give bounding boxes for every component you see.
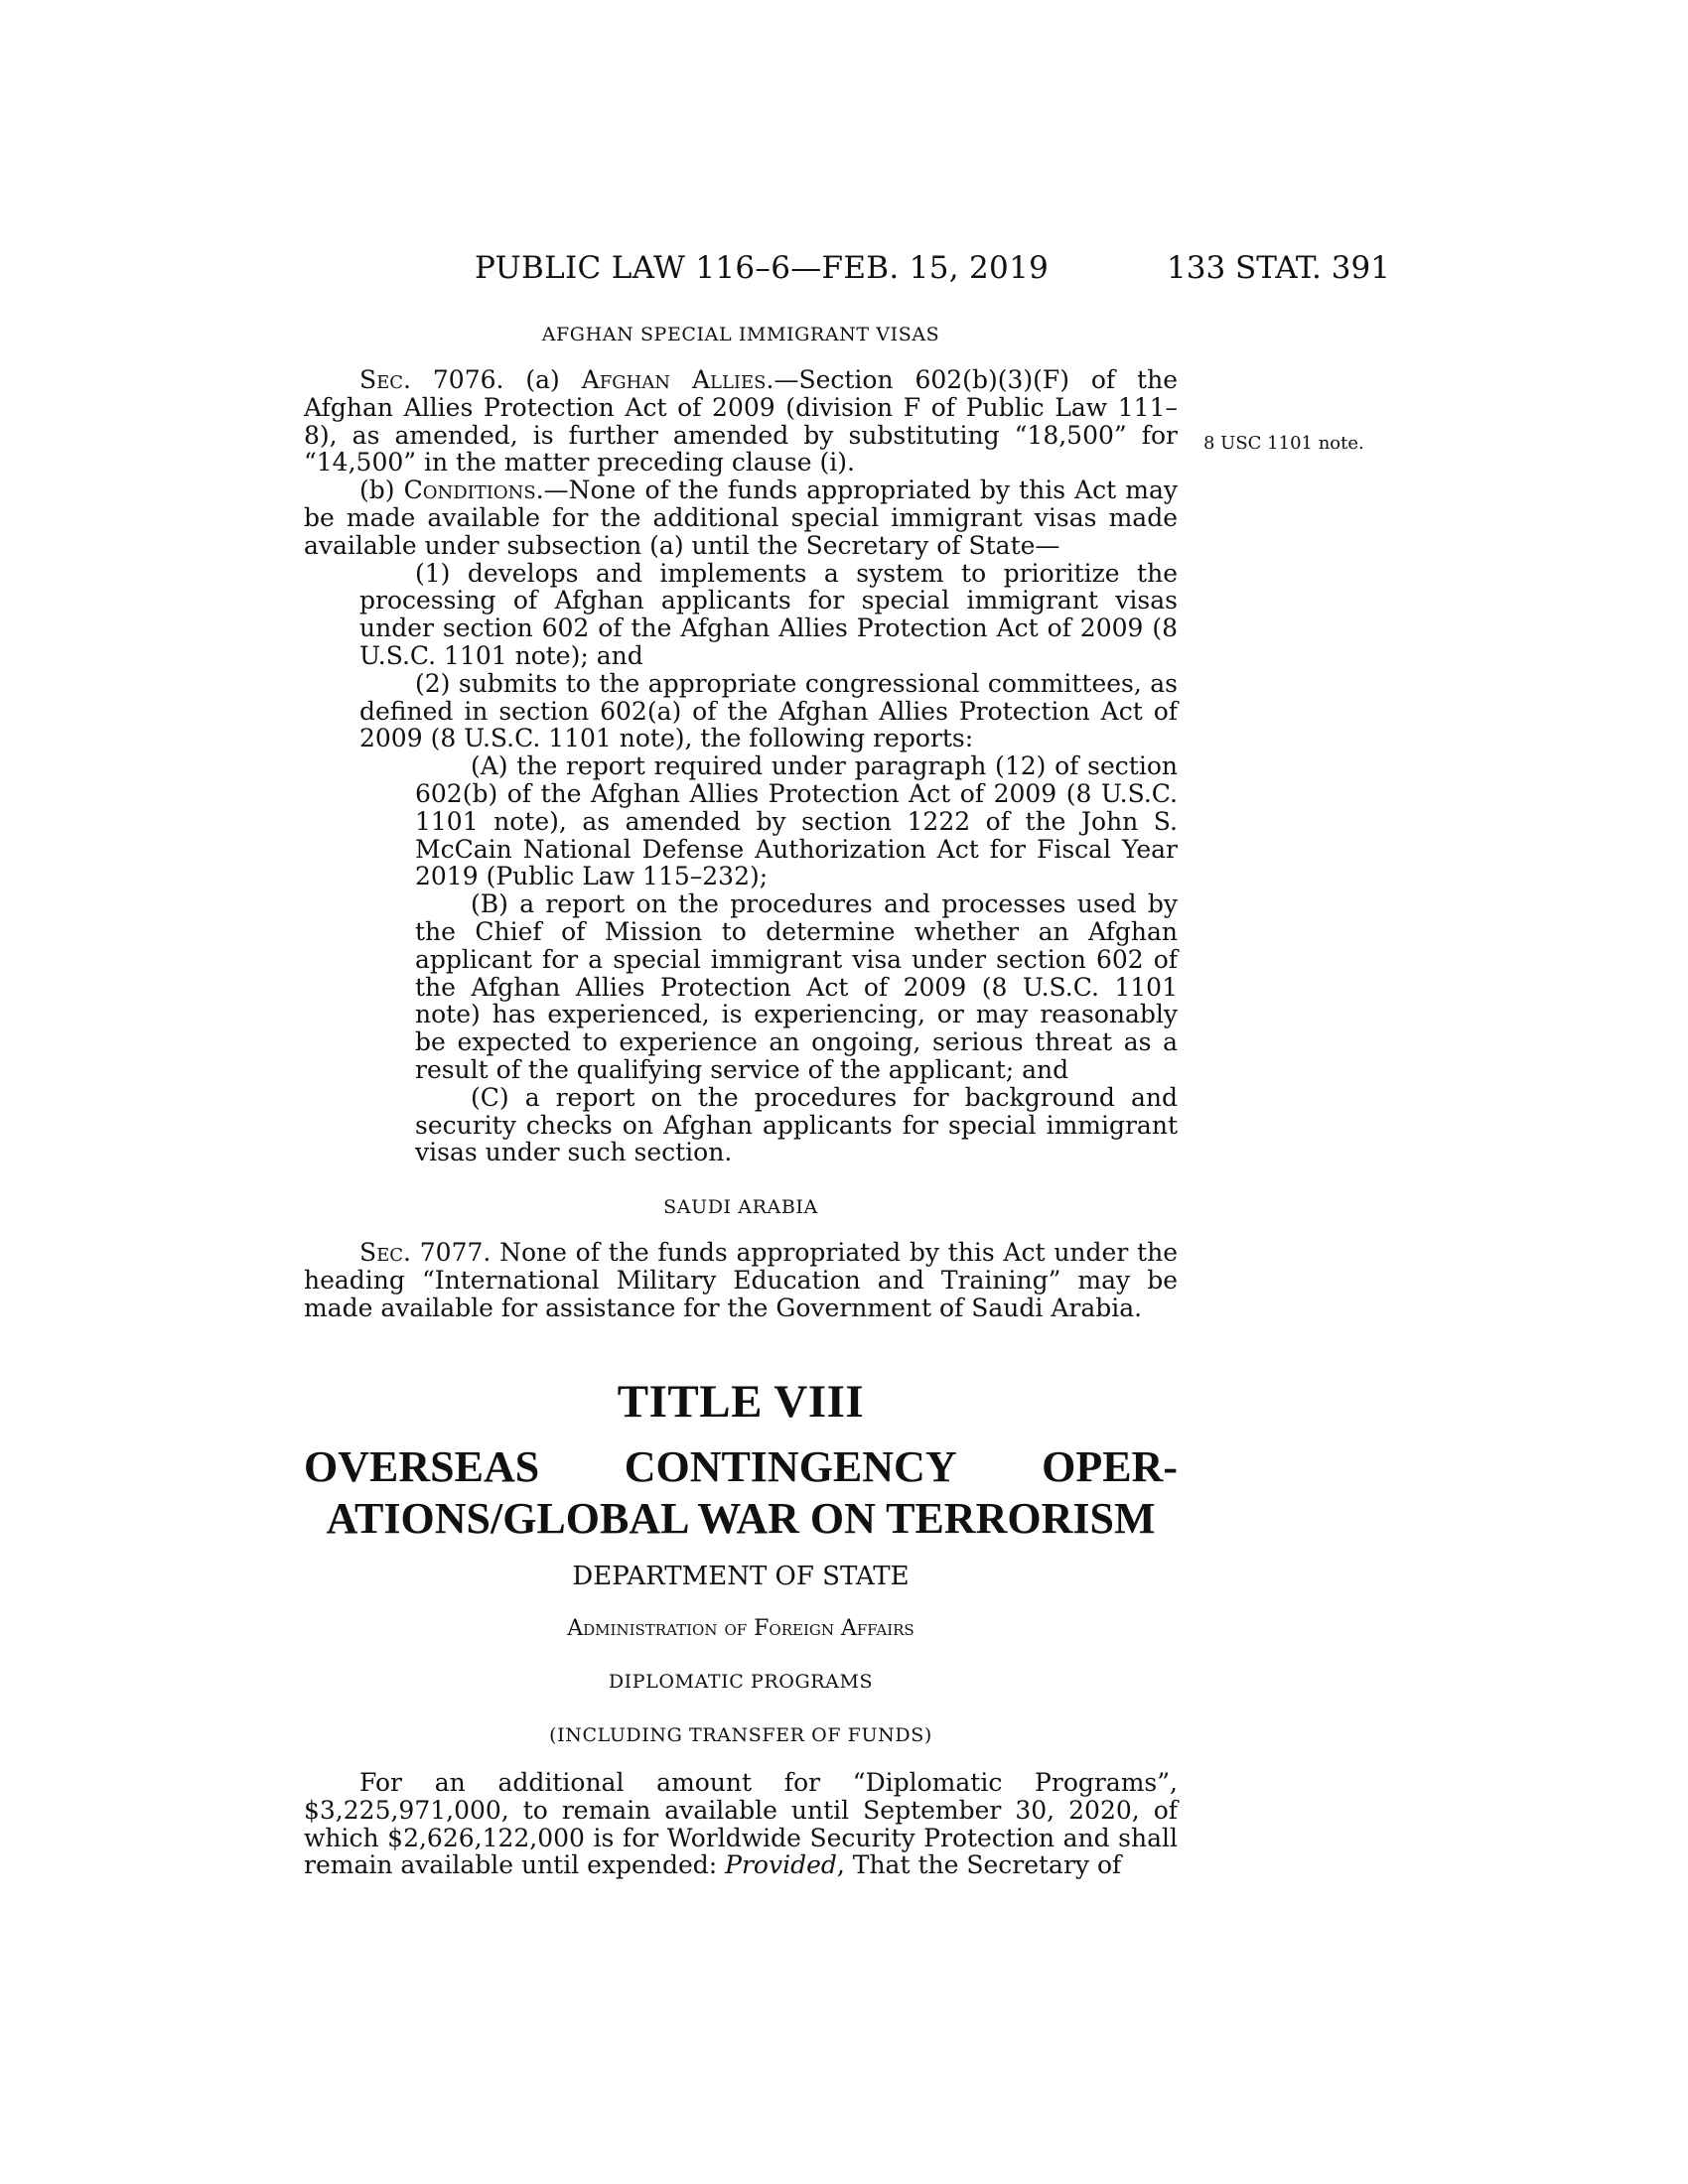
- margin-citation-note: 8 USC 1101 note.: [1203, 433, 1364, 454]
- title-number: TITLE VIII: [617, 1376, 865, 1428]
- paragraph-1: (1) develops and implements a system to prioritize the processing of Afghan applicants for special immigrant visas under section 602 of the Afghan Allies Protection Act of 2009 (8 U.S.C. 1101 note); and: [359, 558, 1178, 670]
- administration-heading: Administration of Foreign Affairs: [567, 1616, 914, 1641]
- paragraph-2: (2) submits to the appropriate congressional committees, as defined in section 602(a) of the Afghan Allies Protection Act of 2009 (8 U.S.C. 1101 note), the following reports:: [359, 668, 1178, 753]
- section-7076-subsection-b: [304, 477, 1178, 559]
- subsection-caption: Afghan Allies.: [581, 365, 774, 394]
- subsection-text: —None of the funds appropriated by this Act may be made available for the additional special immigrant visas made available under subsection (a) until the Secretary of State—: [304, 476, 1178, 560]
- subparagraph-b: (B) a report on the procedures and processes used by the Chief of Mission to determine whether an Afghan applicant for a special immigrant visa under section 602 of the Afghan Allies Protection Act of 2009 (8 U.S.C. 1101 note) has experienced, is experiencing, or may reasonably be expected to experience an ongoing, serious threat as a result of the qualifying service of the applicant; and: [415, 889, 1178, 1084]
- section-7076-body: [304, 366, 1178, 1166]
- section-7077-heading: SAUDI ARABIA: [663, 1196, 818, 1218]
- section-7077-body: [304, 1239, 1178, 1321]
- running-header-page-number: 133 STAT. 391: [1167, 250, 1390, 286]
- title-heading: [304, 1441, 1178, 1545]
- department-heading: DEPARTMENT OF STATE: [572, 1562, 910, 1591]
- subparagraph-a: (A) the report required under paragraph (12) of section 602(b) of the Afghan Allies Protection Act of 2009 (8 U.S.C. 1101 note), as amended by section 1222 of the John S. McCain National Defense Authorization Act for Fiscal Year 2019 (Public Law 115–232);: [415, 751, 1178, 891]
- title-word-3: OPER-: [1042, 1442, 1178, 1491]
- subsection-text: —Section 602(b)(3)(F) of the Afghan Allies Protection Act of 2009 (division F of Public Law 111–8), as amended, is further amended by substituting “18,500” for “14,500” in the matter preceding clause (i).: [304, 365, 1179, 478]
- sec-number: 7076. (a): [411, 365, 582, 394]
- running-header-left: PUBLIC LAW 116–6—FEB. 15, 2019: [475, 250, 1050, 286]
- paragraph-text: For an additional amount for “Diplomatic Programs”, $3,225,971,000, to remain available until September 30, 2020, of which $2,626,122,000 is for Worldwide Security Protection and shall remain available until expended:: [304, 1768, 1178, 1880]
- section-7076-subsection-a: [304, 366, 1178, 477]
- title-word-2: CONTINGENCY: [624, 1442, 957, 1491]
- title-heading-line-1: [304, 1441, 1178, 1493]
- provided-italic: Provided: [725, 1850, 837, 1880]
- title-heading-line-2: ATIONS/GLOBAL WAR ON TERRORISM: [326, 1494, 1156, 1543]
- diplomatic-programs-body: [304, 1769, 1178, 1879]
- sec-label: Sec.: [359, 1238, 411, 1267]
- subparagraph-c: (C) a report on the procedures for background and security checks on Afghan applicants for special immigrant visas under such section.: [415, 1082, 1178, 1167]
- program-heading: DIPLOMATIC PROGRAMS: [608, 1671, 874, 1693]
- diplomatic-programs-paragraph: [304, 1769, 1178, 1879]
- section-7076-heading: AFGHAN SPECIAL IMMIGRANT VISAS: [541, 324, 940, 345]
- sec-label: Sec.: [359, 365, 411, 394]
- subsection-number: (b): [359, 476, 404, 505]
- subsection-caption: Conditions.: [403, 476, 544, 505]
- transfer-of-funds-note: (INCLUDING TRANSFER OF FUNDS): [549, 1724, 932, 1746]
- paragraph-text-continued: , That the Secretary of: [836, 1850, 1122, 1880]
- title-word-1: OVERSEAS: [304, 1442, 540, 1491]
- section-7077-text: [304, 1239, 1178, 1321]
- section-text: 7077. None of the funds appropriated by this Act under the heading “International Military Education and Training” may be made available for assistance for the Government of Saudi Arabia.: [304, 1238, 1178, 1322]
